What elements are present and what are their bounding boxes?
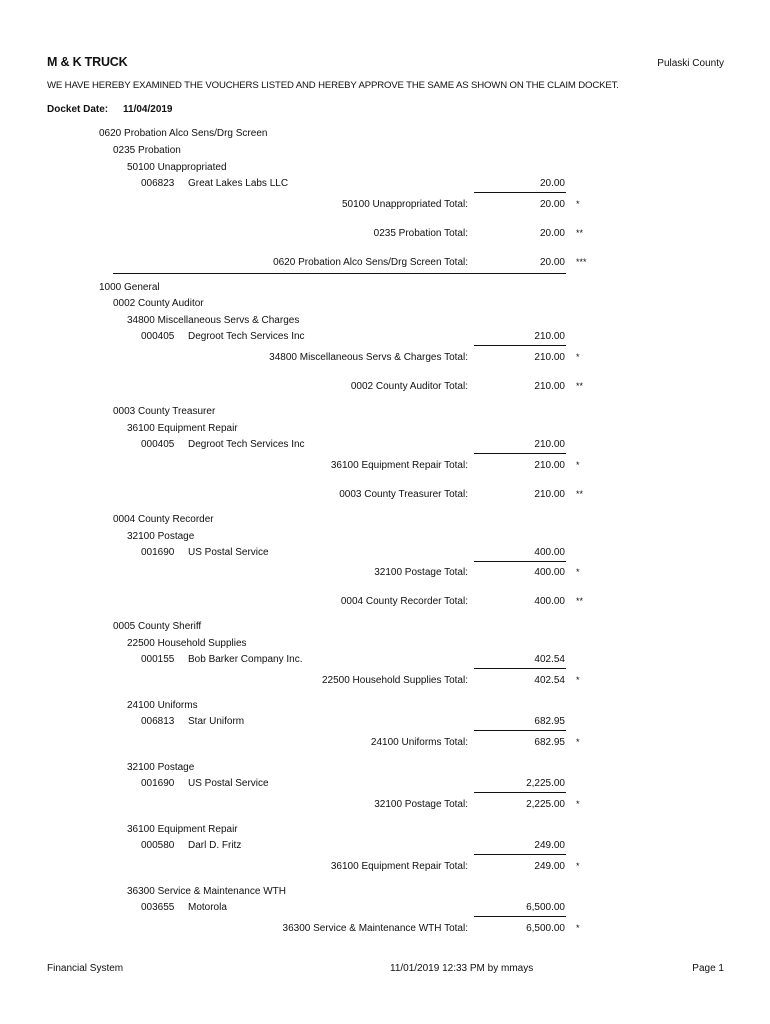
vendor-name: Great Lakes Labs LLC bbox=[188, 178, 289, 189]
vendor-number: 000580 bbox=[141, 840, 175, 851]
department-total-amount: 400.00 bbox=[534, 596, 565, 607]
vendor-number: 000405 bbox=[141, 439, 175, 450]
account-total-label: 36300 Service & Maintenance WTH Total: bbox=[282, 923, 468, 934]
account-total-label: 36100 Equipment Repair Total: bbox=[330, 861, 468, 872]
total-marker: ** bbox=[576, 489, 584, 499]
department-heading: 0235 Probation bbox=[113, 145, 181, 156]
total-underline bbox=[474, 854, 566, 855]
vendor-number: 006823 bbox=[141, 178, 175, 189]
account-total-amount: 249.00 bbox=[534, 861, 565, 872]
total-marker: * bbox=[576, 675, 580, 685]
department-heading: 0005 County Sheriff bbox=[113, 621, 202, 632]
total-marker: * bbox=[576, 737, 580, 747]
department-total-label: 0004 County Recorder Total: bbox=[340, 596, 468, 607]
total-marker: * bbox=[576, 199, 580, 209]
vendor-name: Star Uniform bbox=[188, 716, 245, 727]
account-total-label: 22500 Household Supplies Total: bbox=[321, 675, 468, 686]
vendor-number: 006813 bbox=[141, 716, 175, 727]
department-total-label: 0003 County Treasurer Total: bbox=[339, 489, 468, 500]
account-total-amount: 210.00 bbox=[534, 352, 565, 363]
total-marker: * bbox=[576, 567, 580, 577]
report-title: M & K TRUCK bbox=[47, 55, 128, 69]
footer-system-name: Financial System bbox=[47, 963, 124, 974]
account-heading: 34800 Miscellaneous Servs & Charges bbox=[127, 315, 300, 326]
account-total-amount: 20.00 bbox=[539, 199, 565, 210]
vendor-number: 001690 bbox=[141, 778, 175, 789]
line-amount: 402.54 bbox=[534, 654, 565, 665]
department-total-amount: 210.00 bbox=[534, 489, 565, 500]
total-underline bbox=[474, 730, 566, 731]
department-total-label: 0002 County Auditor Total: bbox=[350, 381, 468, 392]
footer-timestamp: 11/01/2019 12:33 PM by mmays bbox=[390, 963, 534, 974]
account-heading: 22500 Household Supplies bbox=[127, 638, 247, 649]
total-underline bbox=[474, 561, 566, 562]
total-marker: * bbox=[576, 923, 580, 933]
account-total-amount: 6,500.00 bbox=[526, 923, 565, 934]
account-total-amount: 400.00 bbox=[534, 567, 565, 578]
account-total-amount: 2,225.00 bbox=[526, 799, 565, 810]
department-heading: 0004 County Recorder bbox=[113, 514, 214, 525]
department-total-label: 0235 Probation Total: bbox=[373, 228, 468, 239]
vendor-number: 003655 bbox=[141, 902, 175, 913]
department-total-amount: 210.00 bbox=[534, 381, 565, 392]
department-heading: 0003 County Treasurer bbox=[113, 406, 216, 417]
account-heading: 24100 Uniforms bbox=[127, 700, 198, 711]
vendor-name: Bob Barker Company Inc. bbox=[188, 654, 303, 665]
department-heading: 0002 County Auditor bbox=[113, 298, 204, 309]
account-total-label: 32100 Postage Total: bbox=[374, 567, 468, 578]
fund-separator bbox=[113, 273, 566, 274]
total-underline bbox=[474, 792, 566, 793]
vendor-number: 000405 bbox=[141, 331, 175, 342]
account-total-label: 32100 Postage Total: bbox=[374, 799, 468, 810]
total-marker: * bbox=[576, 460, 580, 470]
total-marker: ** bbox=[576, 596, 584, 606]
account-heading: 32100 Postage bbox=[127, 762, 195, 773]
total-marker: * bbox=[576, 799, 580, 809]
vendor-name: US Postal Service bbox=[188, 778, 269, 789]
line-amount: 210.00 bbox=[534, 331, 565, 342]
line-amount: 2,225.00 bbox=[526, 778, 565, 789]
footer-page-number: Page 1 bbox=[692, 963, 724, 974]
vendor-name: Darl D. Fritz bbox=[188, 840, 242, 851]
account-heading: 36100 Equipment Repair bbox=[127, 824, 238, 835]
fund-total-label: 0620 Probation Alco Sens/Drg Screen Total: bbox=[273, 257, 468, 268]
total-marker: ** bbox=[576, 381, 584, 391]
total-marker: ** bbox=[576, 228, 584, 238]
docket-date-value: 11/04/2019 bbox=[123, 104, 173, 115]
docket-date-label: Docket Date: bbox=[47, 104, 109, 115]
account-total-label: 50100 Unappropriated Total: bbox=[341, 199, 468, 210]
vendor-name: Degroot Tech Services Inc bbox=[188, 331, 305, 342]
line-amount: 210.00 bbox=[534, 439, 565, 450]
total-underline bbox=[474, 192, 566, 193]
account-total-amount: 682.95 bbox=[534, 737, 565, 748]
account-heading: 36100 Equipment Repair bbox=[127, 423, 238, 434]
fund-heading: 0620 Probation Alco Sens/Drg Screen bbox=[99, 128, 268, 139]
total-marker: *** bbox=[576, 257, 587, 267]
total-underline bbox=[474, 668, 566, 669]
vendor-number: 000155 bbox=[141, 654, 175, 665]
line-amount: 20.00 bbox=[539, 178, 565, 189]
vendor-name: US Postal Service bbox=[188, 547, 269, 558]
account-total-amount: 210.00 bbox=[534, 460, 565, 471]
line-amount: 249.00 bbox=[534, 840, 565, 851]
county-name: Pulaski County bbox=[657, 58, 724, 69]
account-heading: 50100 Unappropriated bbox=[127, 162, 227, 173]
account-total-label: 34800 Miscellaneous Servs & Charges Total: bbox=[269, 352, 468, 363]
vendor-name: Degroot Tech Services Inc bbox=[188, 439, 305, 450]
account-total-amount: 402.54 bbox=[534, 675, 565, 686]
total-marker: * bbox=[576, 861, 580, 871]
approval-statement: WE HAVE HEREBY EXAMINED THE VOUCHERS LISTED AND HEREBY APPROVE THE SAME AS SHOWN ON THE CLAIM DOCKET. bbox=[47, 80, 619, 91]
account-heading: 36300 Service & Maintenance WTH bbox=[127, 886, 286, 897]
total-underline bbox=[474, 453, 566, 454]
account-heading: 32100 Postage bbox=[127, 531, 195, 542]
vendor-number: 001690 bbox=[141, 547, 175, 558]
total-marker: * bbox=[576, 352, 580, 362]
fund-total-amount: 20.00 bbox=[539, 257, 565, 268]
account-total-label: 24100 Uniforms Total: bbox=[370, 737, 468, 748]
total-underline bbox=[474, 345, 566, 346]
line-amount: 400.00 bbox=[534, 547, 565, 558]
vendor-name: Motorola bbox=[188, 902, 227, 913]
account-total-label: 36100 Equipment Repair Total: bbox=[330, 460, 468, 471]
line-amount: 6,500.00 bbox=[526, 902, 565, 913]
line-amount: 682.95 bbox=[534, 716, 565, 727]
total-underline bbox=[474, 916, 566, 917]
department-total-amount: 20.00 bbox=[539, 228, 565, 239]
fund-heading: 1000 General bbox=[99, 282, 160, 293]
